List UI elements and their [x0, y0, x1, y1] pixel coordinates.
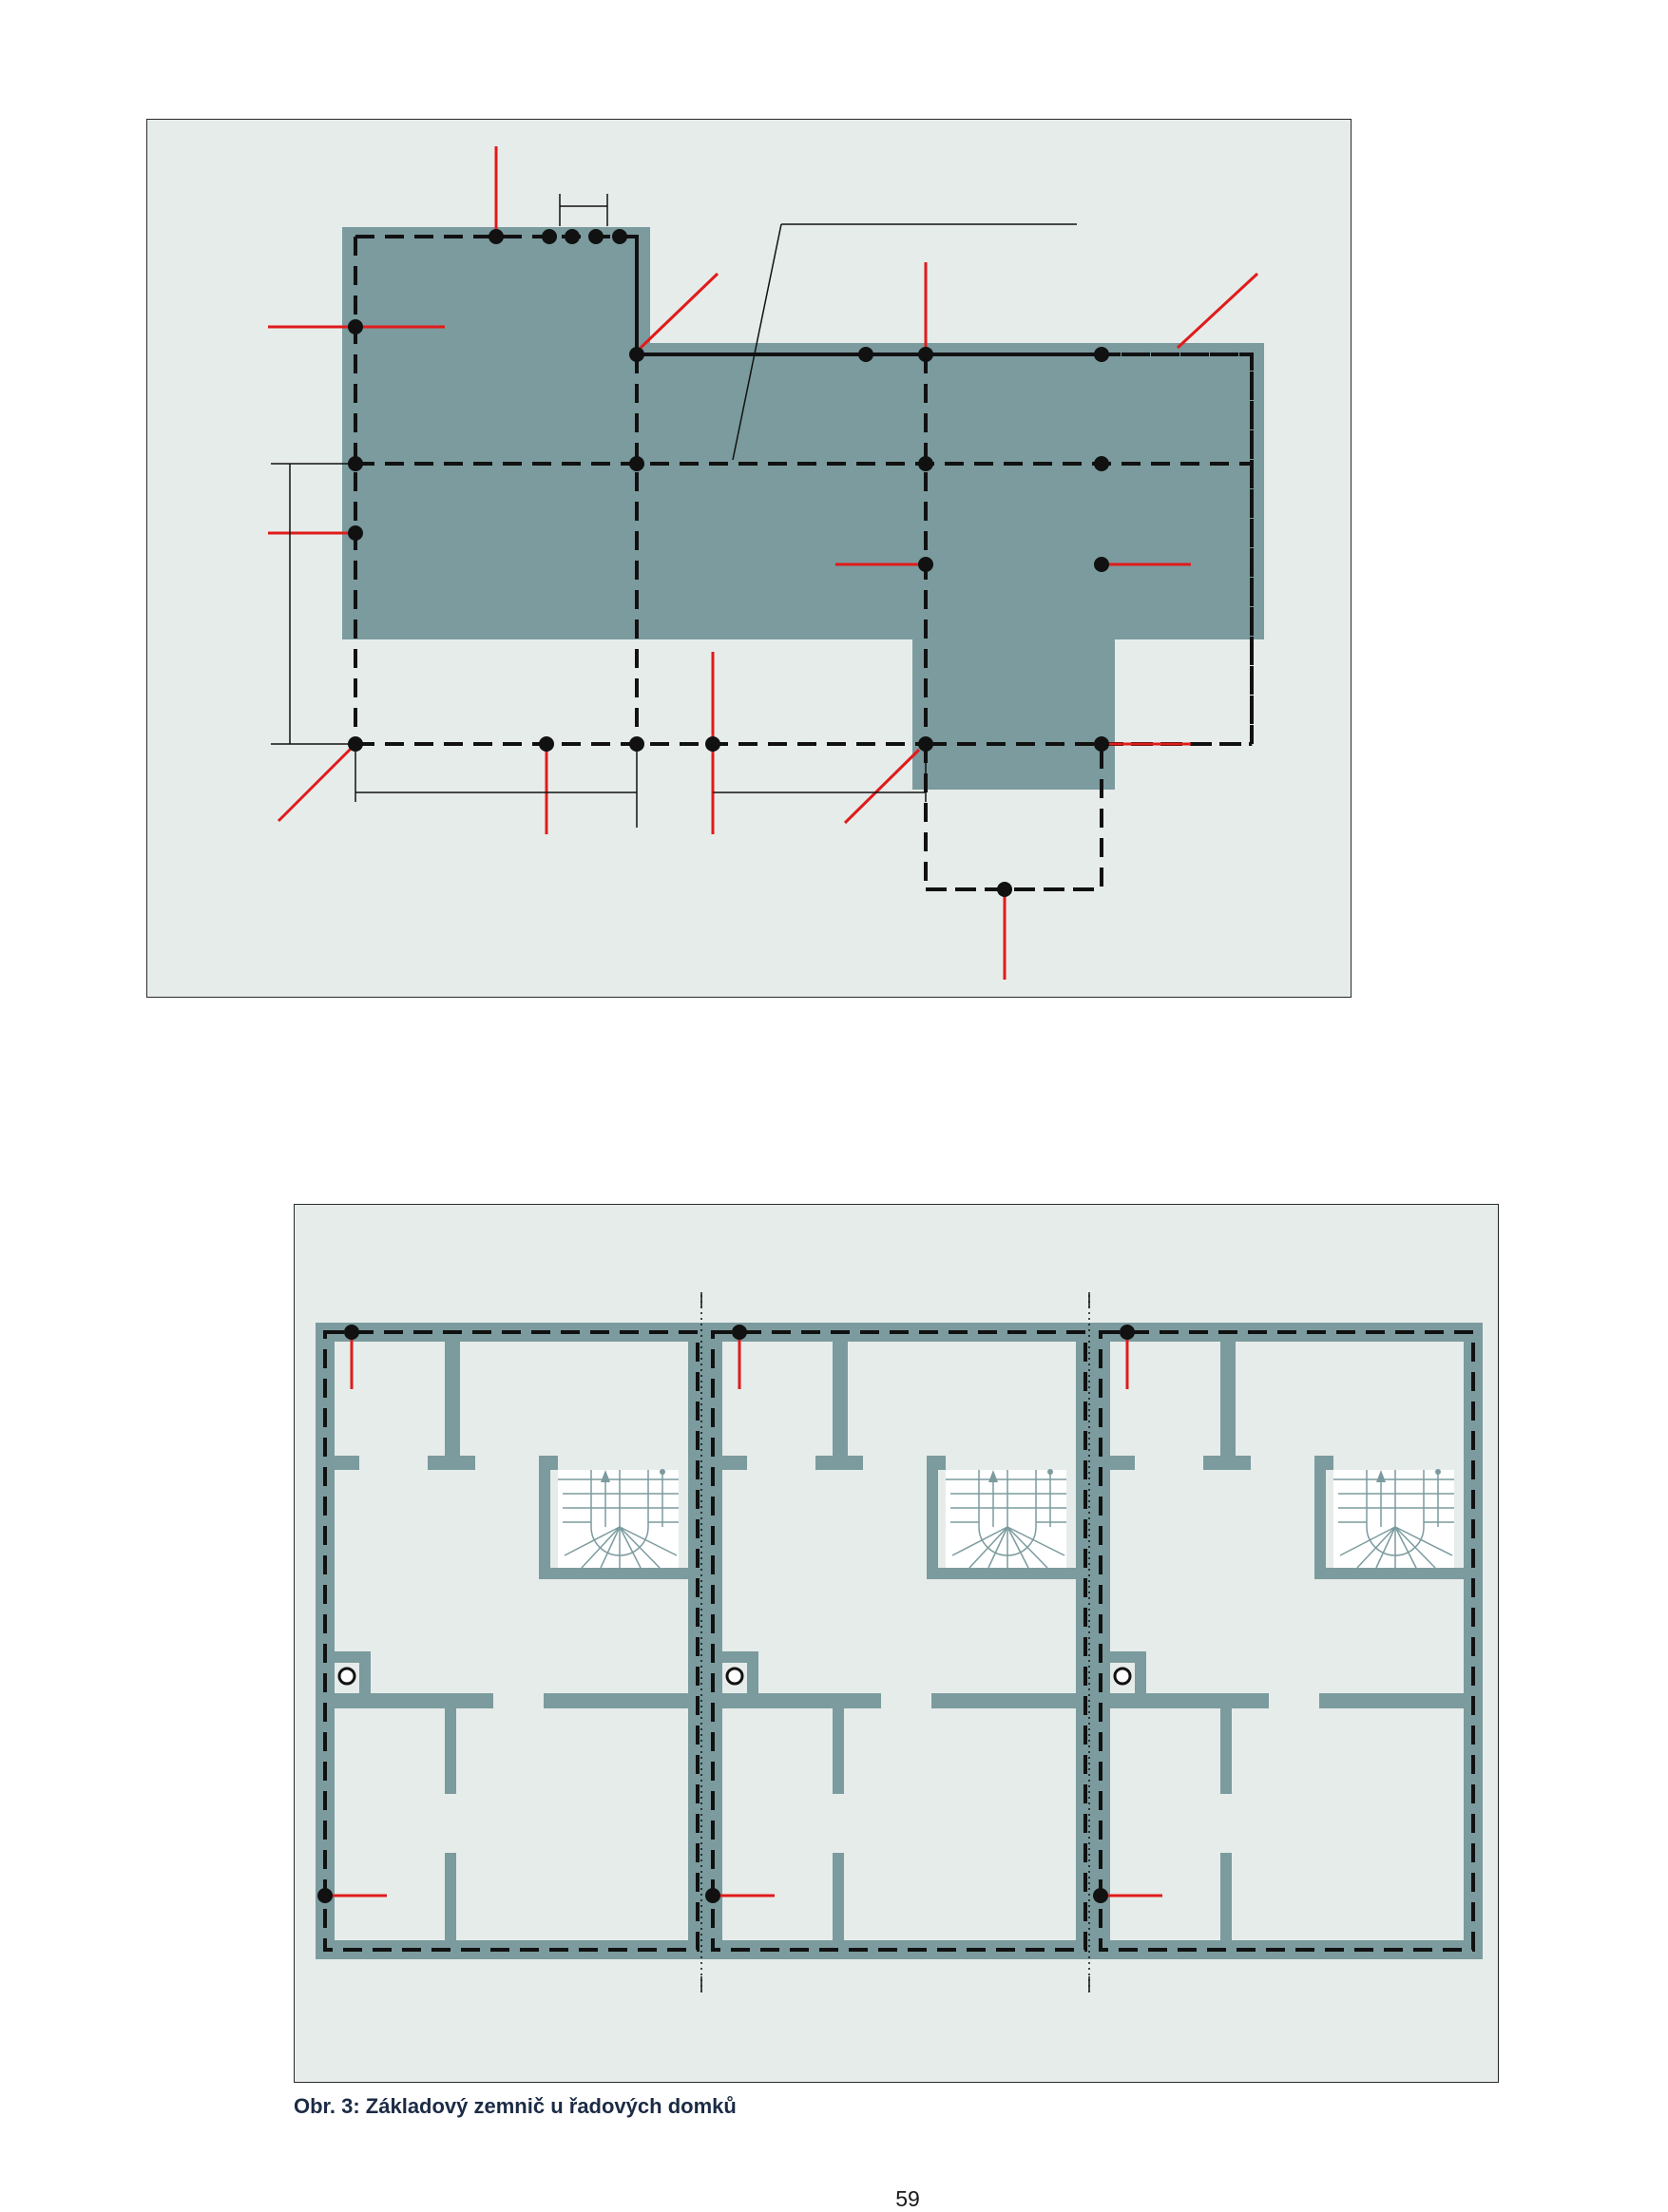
separation-joint-ticks [701, 1292, 1089, 1992]
building-footprint [342, 227, 1264, 790]
separation-joints [701, 1295, 1089, 1993]
figure-3-panel [294, 1204, 1499, 2083]
figure-3-diagram [295, 1205, 1500, 2084]
row-house-2 [703, 1323, 1095, 1959]
figure-2-diagram [147, 120, 1352, 999]
figure-3-caption: Obr. 3: Základový zemnič u řadových domků [294, 2094, 737, 2118]
row-house-1 [316, 1323, 707, 1959]
page-number: 59 [895, 2186, 920, 2211]
figure-2-panel [146, 119, 1352, 2211]
row-house-3 [1091, 1323, 1483, 1959]
